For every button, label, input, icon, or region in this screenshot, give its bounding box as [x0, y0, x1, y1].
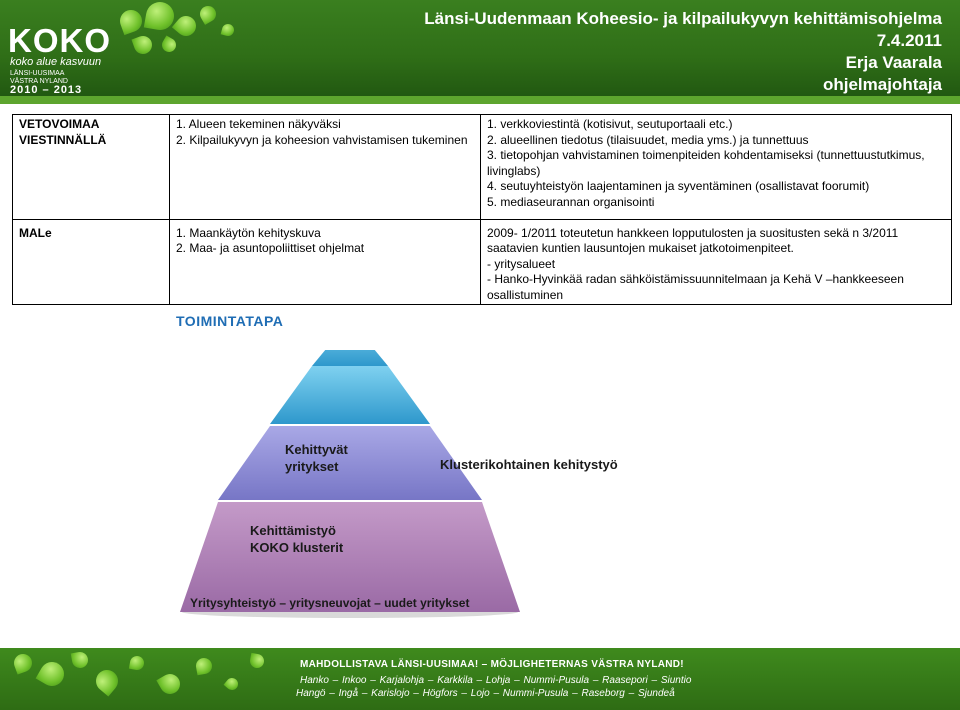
action-item: 2. alueellinen tiedotus (tilaisuudet, media yms.) ja tunnettuus: [487, 132, 809, 147]
goal-item: 1. Maankäytön kehityskuva: [176, 225, 321, 240]
footer-municipalities-fi: Hanko – Inkoo – Karjalohja – Karkkila – Lohja – Nummi-Pusula – Raasepori – Siuntio: [300, 675, 692, 686]
row-heading-cell: [13, 115, 170, 220]
action-item: 4. seutuyhteistyön laajentaminen ja syventäminen (osallistavat foorumit): [487, 179, 870, 194]
footer-municipalities-sv: Hangö – Ingå – Karislojo – Högfors – Lojo – Nummi-Pusula – Raseborg – Sjundeå: [296, 688, 675, 699]
leaf-icon: [224, 676, 241, 693]
presentation-date: 7.4.2011: [876, 31, 942, 50]
footer-slogan: MAHDOLLISTAVA LÄNSI-UUSIMAA! – MÖJLIGHETERNAS VÄSTRA NYLAND!: [300, 659, 684, 670]
pyramid-top-label-line: yritykset: [285, 459, 339, 474]
leaf-icon: [172, 12, 200, 40]
koko-logo: [8, 22, 138, 100]
action-item: 1. verkkoviestintä (kotisivut, seutuportaali etc.): [487, 117, 733, 131]
goal-item: 1. Alueen tekeminen näkyväksi: [176, 117, 341, 131]
row-heading-line: VIESTINNÄLLÄ: [19, 132, 107, 147]
header-accent-stripe: [0, 96, 960, 104]
cluster-development-label: Klusterikohtainen kehitystyö: [440, 457, 618, 472]
pyramid-tip: [312, 350, 388, 366]
pyramid-diagram: [180, 350, 520, 620]
pyramid-top-label: [285, 441, 348, 475]
leaf-icon: [92, 666, 123, 697]
pyramid-top-label-line: Kehittyvät: [285, 442, 348, 457]
goals-cell: [170, 219, 481, 304]
table-row: [13, 219, 952, 304]
footer-band: [0, 648, 960, 710]
leaf-icon: [159, 35, 178, 54]
program-title: Länsi-Uudenmaan Koheesio- ja kilpailukyvyn kehittämisohjelma: [424, 9, 942, 28]
logo-region-line2: VÄSTRA NYLAND: [10, 78, 68, 85]
logo-years: 2010 – 2013: [10, 84, 83, 96]
goal-item: 2. Maa- ja asuntopoliittiset ohjelmat: [176, 241, 365, 256]
pyramid-base-label: Yritysyhteistyö – yritysneuvojat – uudet yritykset: [190, 596, 470, 610]
header-title-block: [424, 8, 942, 96]
actions-cell: [481, 219, 952, 304]
presenter-role: ohjelmajohtaja: [822, 75, 942, 94]
table-row: [13, 115, 952, 220]
leaf-icon: [221, 23, 236, 38]
presenter-name: Erja Vaarala: [845, 53, 942, 72]
action-item: 5. mediaseurannan organisointi: [487, 194, 655, 209]
goals-cell: [170, 115, 481, 220]
program-table: [12, 114, 952, 305]
leaf-icon: [11, 651, 34, 674]
leaf-icon: [197, 3, 219, 25]
pyramid-tier-top: [270, 366, 430, 424]
action-item: 3. tietopohjan vahvistaminen toimenpiteiden kohdentamiseksi (tunnettuustutkimus, livinglabs): [487, 148, 925, 178]
row-heading-line: VETOVOIMAA: [19, 117, 100, 131]
header-band: [0, 0, 960, 104]
leaf-icon: [129, 655, 145, 671]
toimintatapa-title: TOIMINTATAPA: [176, 313, 284, 329]
logo-region-line1: LÄNSI-UUSIMAA: [10, 70, 65, 77]
logo-tagline: koko alue kasvuun: [10, 56, 102, 68]
leaf-icon: [36, 658, 69, 691]
pyramid-middle-label-line: KOKO klusterit: [250, 540, 344, 555]
pyramid-middle-label-line: Kehittämistyö: [250, 523, 336, 538]
leaf-icon: [156, 670, 183, 697]
goal-item: 2. Kilpailukyvyn ja koheesion vahvistamisen tukeminen: [176, 132, 468, 147]
row-heading-line: MALe: [19, 225, 52, 240]
logo-name: KOKO: [8, 22, 111, 59]
pyramid-middle-label: [250, 522, 343, 556]
action-item: - Hanko-Hyvinkää radan sähköistämissuunnitelmaan ja Kehä V –hankkeeseen osallistuminen: [487, 272, 904, 302]
leaf-icon: [71, 651, 90, 670]
leaf-icon: [195, 657, 214, 676]
actions-cell: [481, 115, 952, 220]
action-item: 2009- 1/2011 toteutetun hankkeen lopputulosten ja suositusten sekä n 3/2011 saatavien kuntien lausuntojen mukaiset jatkotoimenpiteet.: [487, 225, 899, 256]
action-item: - yritysalueet: [487, 256, 556, 271]
row-heading-cell: [13, 219, 170, 304]
leaf-icon: [249, 653, 265, 669]
